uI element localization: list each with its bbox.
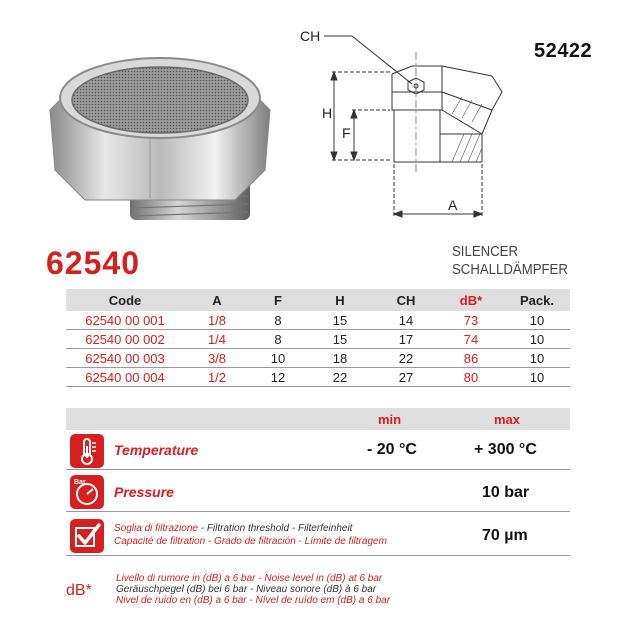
drawing-label-a: A bbox=[448, 197, 458, 213]
thermometer-icon bbox=[70, 434, 104, 468]
pressure-row bbox=[66, 472, 570, 512]
col-header-a: A bbox=[184, 289, 250, 311]
drawing-label-ch: CH bbox=[300, 28, 321, 44]
temperature-min: - 20 °C bbox=[367, 441, 417, 458]
cell-f: 8 bbox=[250, 311, 306, 330]
col-header-code: Code bbox=[66, 289, 184, 311]
filtration-value: 70 µm bbox=[482, 527, 528, 544]
cell-h: 15 bbox=[306, 330, 374, 349]
cell-ch: 17 bbox=[374, 330, 438, 349]
cell-pack: 10 bbox=[504, 330, 570, 349]
filtration-it: Soglia di filtrazione bbox=[114, 523, 198, 534]
pressure-gauge-icon bbox=[70, 475, 104, 509]
col-header-pack: Pack. bbox=[504, 289, 570, 311]
model-code-title: 62540 bbox=[46, 245, 140, 281]
filtration-en-de: - Filtration threshold - Filterfeinheit bbox=[197, 523, 353, 534]
drawing-label-f: F bbox=[342, 125, 351, 141]
pressure-label: Pressure bbox=[114, 484, 174, 500]
drawing-label-h: H bbox=[322, 105, 333, 121]
product-name-en: SILENCER bbox=[452, 243, 519, 260]
table-row bbox=[66, 349, 570, 368]
cell-db: 73 bbox=[438, 311, 504, 330]
filtration-row bbox=[66, 514, 570, 556]
cell-pack: 10 bbox=[504, 368, 570, 387]
max-label: max bbox=[494, 412, 521, 427]
cell-db: 74 bbox=[438, 330, 504, 349]
cell-code: 62540 00 004 bbox=[66, 368, 184, 387]
filtration-fr-es-pt: Capacité de filtration - Grado de filtración - Límite de filtragem bbox=[114, 536, 387, 547]
db-note-de-fr: Geräuschpegel (dB) bei 6 bar - Niveau sonore (dB) à 6 bar bbox=[116, 584, 377, 595]
divider bbox=[66, 469, 570, 470]
cell-h: 18 bbox=[306, 349, 374, 368]
col-header-ch: CH bbox=[374, 289, 438, 311]
divider bbox=[66, 511, 570, 512]
cell-a: 1/2 bbox=[184, 368, 250, 387]
cell-h: 15 bbox=[306, 311, 374, 330]
cell-code: 62540 00 001 bbox=[66, 311, 184, 330]
pressure-value: 10 bar bbox=[482, 484, 530, 501]
temperature-max: + 300 °C bbox=[474, 441, 537, 458]
cell-code: 62540 00 003 bbox=[66, 349, 184, 368]
cell-h: 22 bbox=[306, 368, 374, 387]
db-footnote-text bbox=[116, 573, 390, 606]
product-photo bbox=[40, 40, 280, 240]
db-note-en: - Noise level in (dB) at 6 bar bbox=[255, 573, 383, 584]
cell-code: 62540 00 002 bbox=[66, 330, 184, 349]
table-row bbox=[66, 311, 570, 330]
reference-code: 52422 bbox=[534, 40, 593, 62]
cell-pack: 10 bbox=[504, 349, 570, 368]
cell-a: 1/8 bbox=[184, 311, 250, 330]
cell-ch: 27 bbox=[374, 368, 438, 387]
spec-table-header bbox=[66, 289, 570, 311]
db-footnote-label: dB* bbox=[66, 582, 92, 599]
col-header-h: H bbox=[306, 289, 374, 311]
cell-f: 12 bbox=[250, 368, 306, 387]
cell-f: 10 bbox=[250, 349, 306, 368]
temperature-row bbox=[66, 432, 570, 470]
cell-f: 8 bbox=[250, 330, 306, 349]
cell-a: 3/8 bbox=[184, 349, 250, 368]
table-row bbox=[66, 330, 570, 349]
table-row bbox=[66, 368, 570, 387]
cell-a: 1/4 bbox=[184, 330, 250, 349]
checkmark-icon bbox=[70, 519, 104, 553]
filtration-description bbox=[114, 522, 387, 548]
divider bbox=[66, 555, 570, 556]
technical-drawing bbox=[292, 22, 522, 227]
db-note-it: Livello di rumore in (dB) a 6 bar bbox=[116, 573, 256, 584]
col-header-db: dB* bbox=[438, 289, 504, 311]
cell-ch: 14 bbox=[374, 311, 438, 330]
pressure-icon-text: Bar bbox=[74, 479, 86, 486]
spec-table bbox=[66, 289, 570, 387]
product-name-de: SCHALLDÄMPFER bbox=[452, 261, 568, 278]
col-header-f: F bbox=[250, 289, 306, 311]
min-label: min bbox=[378, 412, 402, 427]
cell-db: 80 bbox=[438, 368, 504, 387]
temperature-label: Temperature bbox=[114, 442, 199, 458]
cell-pack: 10 bbox=[504, 311, 570, 330]
product-name bbox=[452, 243, 584, 279]
db-note-es-pt: Nivel de ruido en (dB) a 6 bar - Nível de ruído em (dB) a 6 bar bbox=[116, 595, 391, 606]
cell-db: 86 bbox=[438, 349, 504, 368]
cell-ch: 22 bbox=[374, 349, 438, 368]
